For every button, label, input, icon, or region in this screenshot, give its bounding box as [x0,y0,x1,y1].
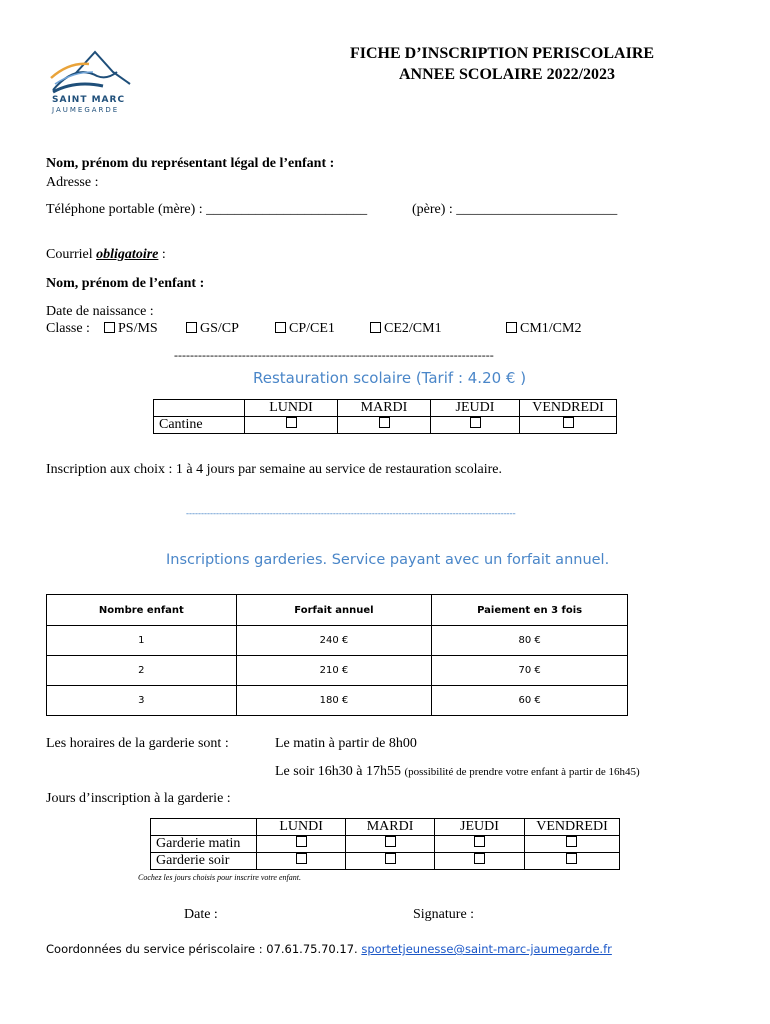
day-header: VENDREDI [520,400,617,417]
checkbox-icon[interactable] [370,322,381,333]
class-option-cm1cm2[interactable]: CM1/CM2 [506,321,581,337]
soir-lundi-cell[interactable] [257,853,346,870]
cell: 210 € [236,656,431,686]
matin-mardi-cell[interactable] [346,836,435,853]
table-row [47,686,628,716]
contact-line [46,942,612,956]
checkbox-icon[interactable] [186,322,197,333]
checkbox-icon[interactable] [470,417,481,428]
contact-email-link[interactable]: sportetjeunesse@saint-marc-jaumegarde.fr [361,942,612,956]
class-option-cpce1[interactable]: CP/CE1 [275,321,335,337]
garderie-title: Inscriptions garderies. Service payant avec un forfait annuel. [166,552,610,568]
horaire-soir: Le soir 16h30 à 17h55 (possibilité de prendre votre enfant à partir de 16h45) [275,764,640,779]
empty-cell [154,400,245,417]
email-label: Courriel obligatoire : [46,247,166,262]
cell: 1 [47,626,237,656]
representative-label: Nom, prénom du représentant légal de l’enfant : [46,156,335,171]
soir-jeudi-cell[interactable] [435,853,525,870]
cell: 80 € [432,626,628,656]
cantine-mardi-cell[interactable] [338,417,431,434]
cantine-label: Cantine [154,417,245,434]
checkbox-icon[interactable] [566,836,577,847]
contact-text: Coordonnées du service périscolaire : 07.61.75.70.17. [46,942,358,956]
column-header: Forfait annuel [236,595,431,626]
checkbox-icon[interactable] [563,417,574,428]
mother-phone-field[interactable]: Téléphone portable (mère) : _______________________ [46,202,368,217]
date-label: Date : [184,907,218,922]
checkbox-icon[interactable] [104,322,115,333]
checkbox-icon[interactable] [385,836,396,847]
empty-cell [151,819,257,836]
class-option-ce2cm1[interactable]: CE2/CM1 [370,321,442,337]
restauration-note: Inscription aux choix : 1 à 4 jours par semaine au service de restauration scolaire. [46,462,503,477]
garderie-soir-label: Garderie soir [151,853,257,870]
day-header: VENDREDI [524,819,619,836]
cell: 60 € [432,686,628,716]
logo-subtitle: JAUMEGARDE [52,106,120,114]
class-label: Classe : [46,321,90,336]
checkbox-icon[interactable] [385,853,396,864]
cantine-table [153,399,617,434]
signature-label: Signature : [413,907,475,922]
separator: -------------------------------------------------------------------------------- [174,348,494,362]
table-row [47,626,628,656]
cell: 2 [47,656,237,686]
logo-name: SAINT MARC [52,95,126,105]
checkbox-icon[interactable] [286,417,297,428]
matin-lundi-cell[interactable] [257,836,346,853]
jours-label: Jours d’inscription à la garderie : [46,791,231,806]
day-header: MARDI [338,400,431,417]
class-option-psms[interactable]: PS/MS [104,321,158,337]
cantine-vendredi-cell[interactable] [520,417,617,434]
checkbox-icon[interactable] [296,853,307,864]
checkbox-icon[interactable] [379,417,390,428]
matin-jeudi-cell[interactable] [435,836,525,853]
cantine-jeudi-cell[interactable] [431,417,520,434]
cell: 180 € [236,686,431,716]
birth-date-label: Date de naissance : [46,304,154,319]
day-header: LUNDI [245,400,338,417]
horaires-label: Les horaires de la garderie sont : [46,736,229,751]
soir-mardi-cell[interactable] [346,853,435,870]
day-header: JEUDI [435,819,525,836]
horaire-matin: Le matin à partir de 8h00 [275,736,417,751]
cantine-lundi-cell[interactable] [245,417,338,434]
soir-vendredi-cell[interactable] [524,853,619,870]
day-header: LUNDI [257,819,346,836]
checkbox-icon[interactable] [506,322,517,333]
cell: 70 € [432,656,628,686]
day-header: JEUDI [431,400,520,417]
day-header: MARDI [346,819,435,836]
checkbox-icon[interactable] [275,322,286,333]
garderie-table [150,818,620,870]
cell: 3 [47,686,237,716]
father-phone-field[interactable]: (père) : _______________________ [412,202,618,217]
cell: 240 € [236,626,431,656]
table-row [47,656,628,686]
matin-vendredi-cell[interactable] [524,836,619,853]
child-name-label: Nom, prénom de l’enfant : [46,276,205,291]
separator: -------------------------------------------------------------------------------------------------------------- [186,508,516,518]
checkbox-icon[interactable] [296,836,307,847]
cochez-note: Cochez les jours choisis pour inscrire votre enfant. [138,873,301,882]
checkbox-icon[interactable] [566,853,577,864]
forfait-table [46,594,628,716]
restauration-title: Restauration scolaire (Tarif : 4.20 € ) [253,369,527,387]
garderie-matin-label: Garderie matin [151,836,257,853]
column-header: Nombre enfant [47,595,237,626]
checkbox-icon[interactable] [474,853,485,864]
column-header: Paiement en 3 fois [432,595,628,626]
class-option-gscp[interactable]: GS/CP [186,321,239,337]
school-year: ANNEE SCOLAIRE 2022/2023 [399,66,616,83]
checkbox-icon[interactable] [474,836,485,847]
form-title: FICHE D’INSCRIPTION PERISCOLAIRE [350,45,655,62]
address-label: Adresse : [46,175,99,190]
